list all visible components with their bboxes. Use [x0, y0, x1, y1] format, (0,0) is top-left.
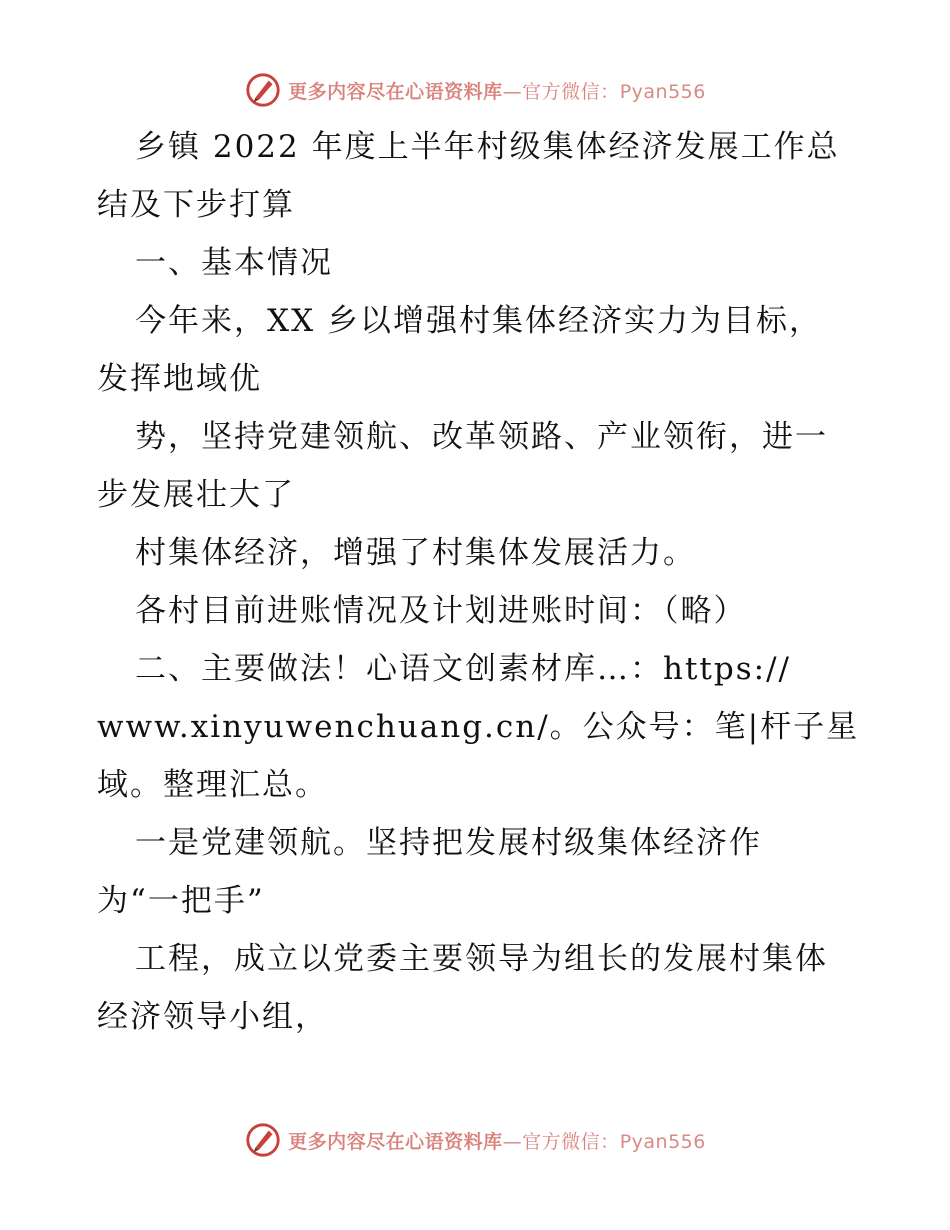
text-line: 势，坚持党建领航、改革领路、产业领衔，进一 [135, 419, 828, 455]
text-line: 发挥地域优 [97, 361, 262, 397]
text-line: 一是党建领航。坚持把发展村级集体经济作 [135, 825, 762, 861]
pen-logo-icon [244, 71, 282, 109]
document-body [97, 118, 867, 1046]
text-line: 工程，成立以党委主要领导为组长的发展村集体 [135, 941, 828, 977]
text-line: www.xinyuwenchuang.cn/。公众号：笔|杆子星 [97, 709, 860, 745]
text-line: 乡镇 2022 年度上半年村级集体经济发展工作总 [135, 129, 840, 165]
header-watermark [0, 68, 950, 112]
watermark-text: 更多内容尽在心语资料库—官方微信：Pyan556 [288, 80, 706, 103]
text-line: 域。整理汇总。 [97, 767, 328, 803]
text-line: 今年来，XX 乡以增强村集体经济实力为目标， [135, 303, 822, 339]
text-line: 为“一把手” [97, 883, 265, 919]
text-line: 经济领导小组， [97, 999, 328, 1035]
text-line: 结及下步打算 [97, 187, 295, 223]
text-line: 各村目前进账情况及计划进账时间：（略） [135, 593, 747, 629]
text-line: 二、主要做法！心语文创素材库…：https:// [135, 651, 791, 687]
text-line: 一、基本情况 [135, 245, 333, 281]
text-line: 村集体经济，增强了村集体发展活力。 [135, 535, 696, 571]
watermark-text: 更多内容尽在心语资料库—官方微信：Pyan556 [288, 1130, 706, 1153]
pen-logo-icon [244, 1121, 282, 1159]
footer-watermark [0, 1118, 950, 1162]
text-line: 步发展壮大了 [97, 477, 295, 513]
